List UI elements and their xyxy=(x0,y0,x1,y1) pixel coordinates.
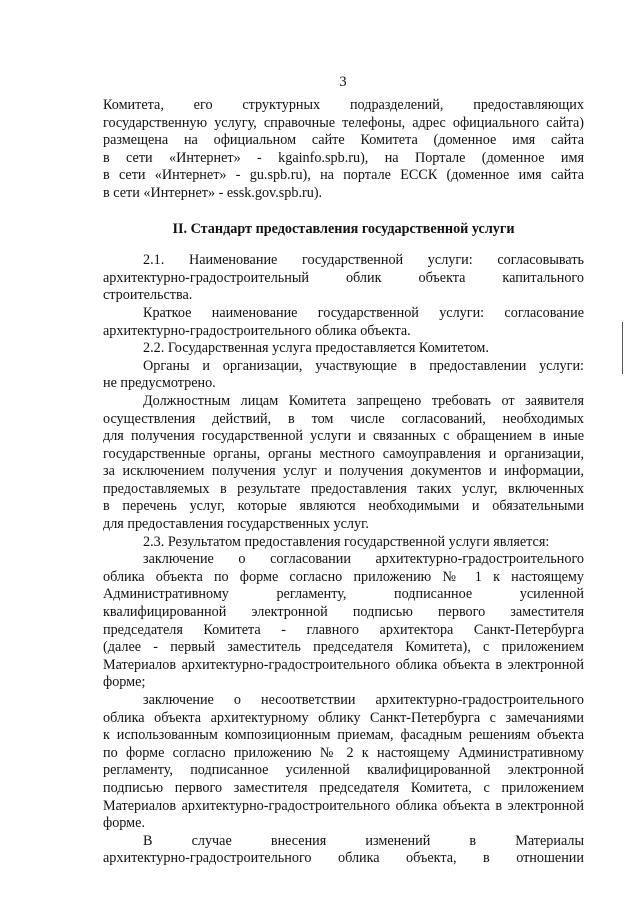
text-line: Материалов архитектурно-градостроительного облика объекта в электронной xyxy=(103,656,584,673)
document-body xyxy=(103,97,584,868)
text-line: по форме согласно приложению № 2 к настоящему Административному xyxy=(103,744,584,761)
text-line: осуществления действий, в том числе согласований, необходимых xyxy=(103,410,584,427)
text-line: государственные органы, органы местного самоуправления и организации, xyxy=(103,445,584,462)
section-heading: II. Стандарт предоставления государственной услуги xyxy=(172,220,515,237)
text-line: заключение о согласовании архитектурно-градостроительного xyxy=(143,551,584,568)
text-line: квалифицированной электронной подписью первого заместителя xyxy=(103,604,584,621)
text-line: 2.3. Результатом предоставления государственной услуги является: xyxy=(143,533,550,550)
text-line: предоставляемых в результате предоставления таких услуг, включенных xyxy=(103,480,584,497)
text-line: регламенту, подписанное усиленной квалифицированной электронной xyxy=(103,762,584,779)
text-line: облика объекта по форме согласно приложению № 1 к настоящему xyxy=(103,568,584,585)
text-line: для получения государственной услуги и связанных с обращением в иные xyxy=(103,428,584,445)
text-line: Материалов архитектурно-градостроительного облика объекта в электронной xyxy=(103,797,584,814)
page-number: 3 xyxy=(339,74,347,90)
text-line: В случае внесения изменений в Материалы xyxy=(143,832,584,849)
text-line: 2.1. Наименование государственной услуги: согласовывать xyxy=(143,252,584,269)
text-line: облика объекта архитектурному облику Санкт-Петербурга с замечаниями xyxy=(103,709,584,726)
text-line: к использованным композиционным приемам, фасадным решениям объекта xyxy=(103,727,584,744)
text-line: Административному регламенту, подписанное усиленной xyxy=(103,586,584,603)
text-line: государственную услугу, справочные телефоны, адрес официального сайта) xyxy=(103,114,584,131)
text-line: архитектурно-градостроительного облика объекта, в отношении xyxy=(103,850,584,867)
text-line: в сети «Интернет» - kgainfo.spb.ru), на Портале (доменное имя xyxy=(103,149,584,166)
text-line: в сети «Интернет» - essk.gov.spb.ru). xyxy=(103,184,323,201)
text-line: председателя Комитета - главного архитектора Санкт-Петербурга xyxy=(103,621,584,638)
text-line: за исключением получения услуг и получения документов и информации, xyxy=(103,463,584,480)
text-line: для предоставления государственных услуг. xyxy=(103,516,369,533)
text-line: (далее - первый заместитель председателя Комитета), с приложением xyxy=(103,639,584,656)
text-line: архитектурно-градостроительного облика объекта. xyxy=(103,322,411,339)
text-line: размещена на официальном сайте Комитета (доменное имя сайта xyxy=(103,132,584,149)
text-line: заключение о несоответствии архитектурно-градостроительного xyxy=(143,692,584,708)
margin-mark xyxy=(622,322,623,374)
text-line: в перечень услуг, которые являются необходимыми и обязательными xyxy=(103,498,584,515)
text-line: 2.2. Государственная услуга предоставляется Комитетом. xyxy=(143,340,489,357)
text-line: форме; xyxy=(103,674,146,691)
text-line: Органы и организации, участвующие в предоставлении услуги: xyxy=(143,357,584,374)
text-line: подписью первого заместителя председателя Комитета, с приложением xyxy=(103,779,584,796)
text-line: не предусмотрено. xyxy=(103,375,216,392)
text-line: Комитета, его структурных подразделений, предоставляющих xyxy=(103,97,584,113)
text-line: в сети «Интернет» - gu.spb.ru), на портале ЕССК (доменное имя сайта xyxy=(103,167,584,184)
text-line: архитектурно-градостроительный облик объекта капитального xyxy=(103,269,584,286)
text-line: строительства. xyxy=(103,287,193,304)
text-line: Краткое наименование государственной услуги: согласование xyxy=(143,304,584,321)
text-line: Должностным лицам Комитета запрещено требовать от заявителя xyxy=(143,392,584,409)
text-line: форме. xyxy=(103,815,145,832)
